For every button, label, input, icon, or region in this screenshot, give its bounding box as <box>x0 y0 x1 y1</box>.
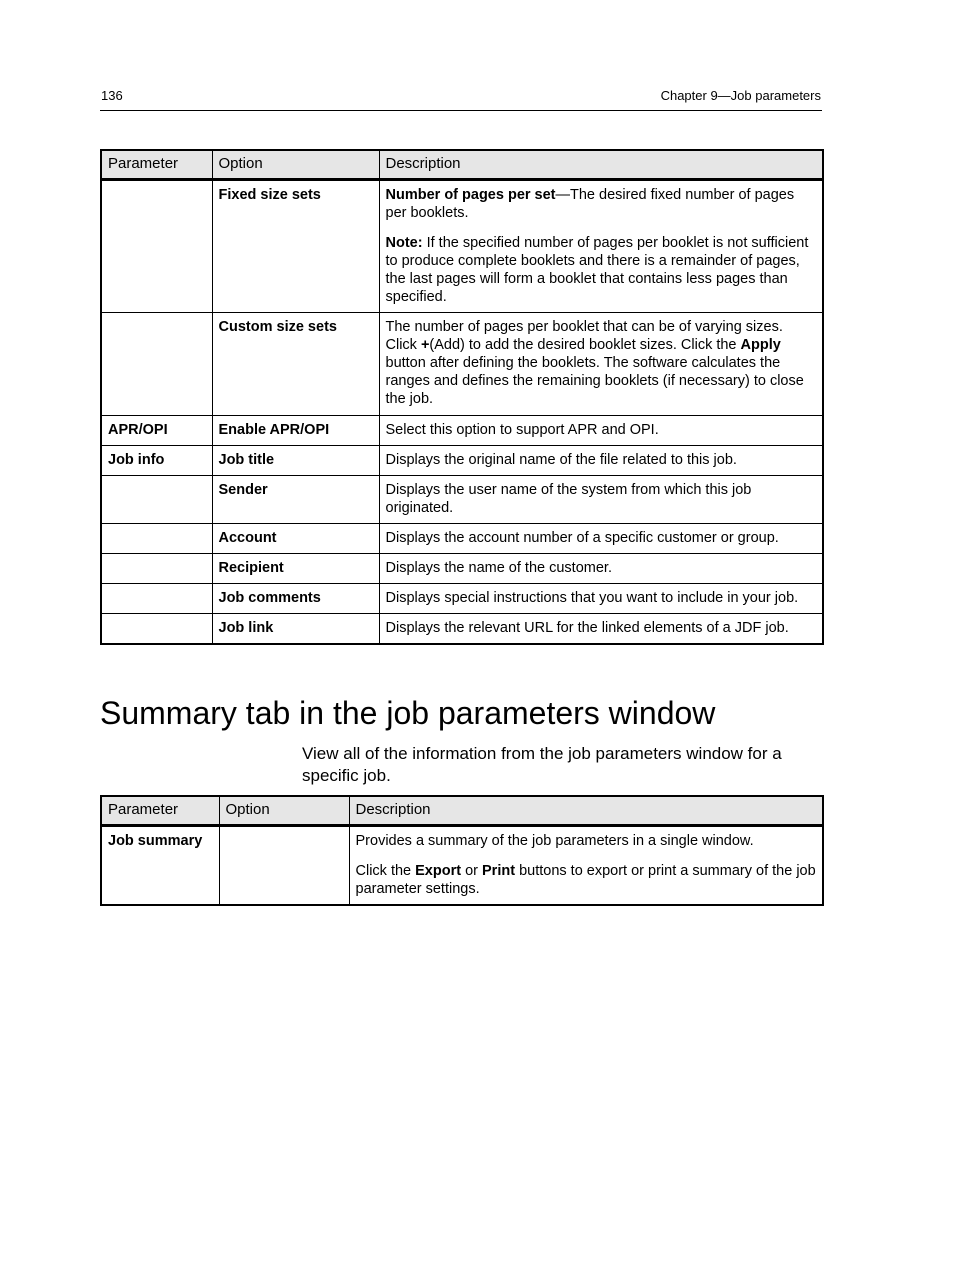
term-bold: Number of pages per set <box>385 187 556 203</box>
description-cell: Displays the user name of the system from which this job originated. <box>379 476 823 524</box>
option-cell <box>219 826 349 906</box>
description-text: (Add) to add the desired booklet sizes. Click the <box>429 337 741 353</box>
parameter-cell: Job info <box>101 446 212 476</box>
parameter-cell <box>101 476 212 524</box>
description-cell: Displays the relevant URL for the linked elements of a JDF job. <box>379 614 823 645</box>
summary-tab-table <box>100 795 824 906</box>
column-header-description: Description <box>379 150 823 180</box>
export-term: Export <box>415 863 462 879</box>
parameter-cell <box>101 313 212 416</box>
option-cell: Recipient <box>212 554 379 584</box>
description-text: or <box>461 863 483 879</box>
section-title: Summary tab in the job parameters window <box>100 695 716 731</box>
note-text: If the specified number of pages per booklet is not sufficient to produce complete booklets and there is a remainder of pages, the last pages will form a booklet that contains less pages than specified. <box>385 235 809 305</box>
column-header-description: Description <box>349 796 823 826</box>
option-cell: Custom size sets <box>212 313 379 416</box>
option-cell: Fixed size sets <box>212 180 379 313</box>
parameter-cell: APR/OPI <box>101 416 212 446</box>
table-header-row <box>101 796 823 826</box>
note-paragraph <box>386 234 817 306</box>
section-intro: View all of the information from the job parameters window for a specific job. <box>302 744 782 785</box>
option-cell: Job comments <box>212 584 379 614</box>
table-row <box>101 584 823 614</box>
note-label: Note: <box>385 235 423 251</box>
description-cell: Displays special instructions that you want to include in your job. <box>379 584 823 614</box>
column-header-parameter: Parameter <box>101 150 212 180</box>
column-header-option: Option <box>212 150 379 180</box>
option-cell: Account <box>212 524 379 554</box>
description-cell <box>379 180 823 313</box>
table-row <box>101 446 823 476</box>
description-cell: Displays the name of the customer. <box>379 554 823 584</box>
option-cell: Job link <box>212 614 379 645</box>
description-text: Click the <box>355 863 416 879</box>
description-cell <box>349 826 823 906</box>
table-row <box>101 614 823 645</box>
parameter-cell: Job summary <box>101 826 219 906</box>
table-row <box>101 826 823 906</box>
add-symbol: + <box>420 337 430 353</box>
option-cell: Job title <box>212 446 379 476</box>
description-cell: Displays the account number of a specific customer or group. <box>379 524 823 554</box>
description-text: —The desired fixed number of pages per booklets. <box>385 187 795 221</box>
page-header <box>100 88 822 111</box>
description-paragraph <box>356 862 817 898</box>
parameter-cell <box>101 584 212 614</box>
table-row <box>101 524 823 554</box>
apply-term: Apply <box>740 337 781 353</box>
parameter-cell <box>101 554 212 584</box>
description-paragraph: Provides a summary of the job parameters in a single window. <box>355 833 754 849</box>
table-row <box>101 180 823 313</box>
description-cell: Displays the original name of the file related to this job. <box>379 446 823 476</box>
table-row <box>101 416 823 446</box>
job-parameters-table <box>100 149 824 645</box>
description-text: The number of pages per booklet that can be of varying sizes. Click <box>385 319 783 353</box>
table-row <box>101 476 823 524</box>
parameter-cell <box>101 524 212 554</box>
page-number: 136 <box>101 88 123 103</box>
table-row <box>101 554 823 584</box>
option-cell: Sender <box>212 476 379 524</box>
column-header-parameter: Parameter <box>101 796 219 826</box>
description-text: buttons to export or print a summary of the job parameter settings. <box>355 863 816 897</box>
print-term: Print <box>482 863 516 879</box>
description-cell <box>379 313 823 416</box>
parameter-cell <box>101 614 212 645</box>
table-row <box>101 313 823 416</box>
parameter-cell <box>101 180 212 313</box>
chapter-title: Chapter 9—Job parameters <box>660 88 821 103</box>
description-paragraph <box>386 186 817 222</box>
description-text: button after defining the booklets. The software calculates the ranges and defines the remaining booklets (if necessary) to close the job. <box>385 355 804 407</box>
column-header-option: Option <box>219 796 349 826</box>
description-cell: Select this option to support APR and OPI. <box>379 416 823 446</box>
table-header-row <box>101 150 823 180</box>
option-cell: Enable APR/OPI <box>212 416 379 446</box>
